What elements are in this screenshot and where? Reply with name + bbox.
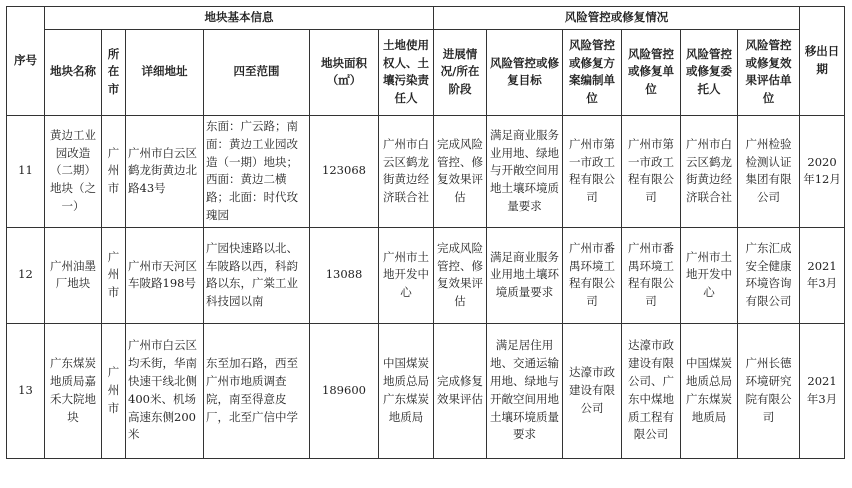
cell-name: 广州油墨厂地块 xyxy=(45,227,102,323)
cell-city: 广州市 xyxy=(102,115,126,227)
cell-owner: 广州市土地开发中心 xyxy=(379,227,434,323)
header-city: 所在市 xyxy=(102,29,126,115)
header-commissioner: 风险管控或修复委托人 xyxy=(681,29,738,115)
cell-planner: 广州市第一市政工程有限公司 xyxy=(563,115,622,227)
table-row xyxy=(7,227,845,323)
cell-bounds: 广园快速路以北、车陂路以西，科韵路以东，广棠工业科技园以南 xyxy=(204,227,310,323)
header-stage: 进展情况/所在阶段 xyxy=(434,29,487,115)
header-bounds: 四至范围 xyxy=(204,29,310,115)
cell-target: 满足居住用地、交通运输用地、绿地与开敞空间用地土壤环境质量要求 xyxy=(487,323,563,458)
cell-target: 满足商业服务业用地土壤环境质量要求 xyxy=(487,227,563,323)
cell-planner: 广州市番禺环境工程有限公司 xyxy=(563,227,622,323)
header-name: 地块名称 xyxy=(45,29,102,115)
header-removal-date: 移出日期 xyxy=(800,7,845,116)
cell-stage: 完成修复效果评估 xyxy=(434,323,487,458)
contaminated-land-table xyxy=(6,6,845,459)
cell-removal-date: 2020年12月 xyxy=(800,115,845,227)
header-executor: 风险管控或修复单位 xyxy=(622,29,681,115)
cell-name: 黄边工业园改造（二期）地块（之一） xyxy=(45,115,102,227)
cell-executor: 广州市番禺环境工程有限公司 xyxy=(622,227,681,323)
cell-planner: 达濠市政建设有限公司 xyxy=(563,323,622,458)
cell-address: 广州市白云区鹤龙街黄边北路43号 xyxy=(126,115,204,227)
cell-owner: 广州市白云区鹤龙街黄边经济联合社 xyxy=(379,115,434,227)
header-address: 详细地址 xyxy=(126,29,204,115)
cell-removal-date: 2021年3月 xyxy=(800,227,845,323)
cell-owner: 中国煤炭地质总局广东煤炭地质局 xyxy=(379,323,434,458)
cell-bounds: 东面：广云路；南面：黄边工业园改造（一期）地块；西面：黄边二横路；北面：时代玫瑰园 xyxy=(204,115,310,227)
cell-city: 广州市 xyxy=(102,323,126,458)
cell-index: 12 xyxy=(7,227,45,323)
cell-name: 广东煤炭地质局嘉禾大院地块 xyxy=(45,323,102,458)
cell-commissioner: 广州市白云区鹤龙街黄边经济联合社 xyxy=(681,115,738,227)
group-header-risk-info: 风险管控或修复情况 xyxy=(434,7,800,30)
cell-city: 广州市 xyxy=(102,227,126,323)
header-planner: 风险管控或修复方案编制单位 xyxy=(563,29,622,115)
cell-removal-date: 2021年3月 xyxy=(800,323,845,458)
cell-evaluator: 广州检验检测认证集团有限公司 xyxy=(738,115,800,227)
header-evaluator: 风险管控或修复效果评估单位 xyxy=(738,29,800,115)
header-area: 地块面积（㎡） xyxy=(310,29,379,115)
cell-stage: 完成风险管控、修复效果评估 xyxy=(434,115,487,227)
cell-evaluator: 广东汇成安全健康环境咨询有限公司 xyxy=(738,227,800,323)
cell-area: 123068 xyxy=(310,115,379,227)
table-row xyxy=(7,323,845,458)
cell-address: 广州市白云区均禾街，华南快速干线北侧400米、机场高速东侧200米 xyxy=(126,323,204,458)
cell-area: 189600 xyxy=(310,323,379,458)
cell-bounds: 东至加石路，西至广州市地质调查院，南至得意皮厂，北至广信中学 xyxy=(204,323,310,458)
header-target: 风险管控或修复目标 xyxy=(487,29,563,115)
cell-commissioner: 广州市土地开发中心 xyxy=(681,227,738,323)
header-index: 序号 xyxy=(7,7,45,116)
cell-target: 满足商业服务业用地、绿地与开敞空间用地土壤环境质量要求 xyxy=(487,115,563,227)
cell-evaluator: 广州长德环境研究院有限公司 xyxy=(738,323,800,458)
cell-executor: 广州市第一市政工程有限公司 xyxy=(622,115,681,227)
cell-executor: 达濠市政建设有限公司、广东中煤地质工程有限公司 xyxy=(622,323,681,458)
cell-address: 广州市天河区车陂路198号 xyxy=(126,227,204,323)
cell-commissioner: 中国煤炭地质总局广东煤炭地质局 xyxy=(681,323,738,458)
cell-index: 13 xyxy=(7,323,45,458)
group-header-plot-info: 地块基本信息 xyxy=(45,7,434,30)
header-owner: 土地使用权人、土壤污染责任人 xyxy=(379,29,434,115)
cell-area: 13088 xyxy=(310,227,379,323)
table-row xyxy=(7,115,845,227)
cell-index: 11 xyxy=(7,115,45,227)
cell-stage: 完成风险管控、修复效果评估 xyxy=(434,227,487,323)
